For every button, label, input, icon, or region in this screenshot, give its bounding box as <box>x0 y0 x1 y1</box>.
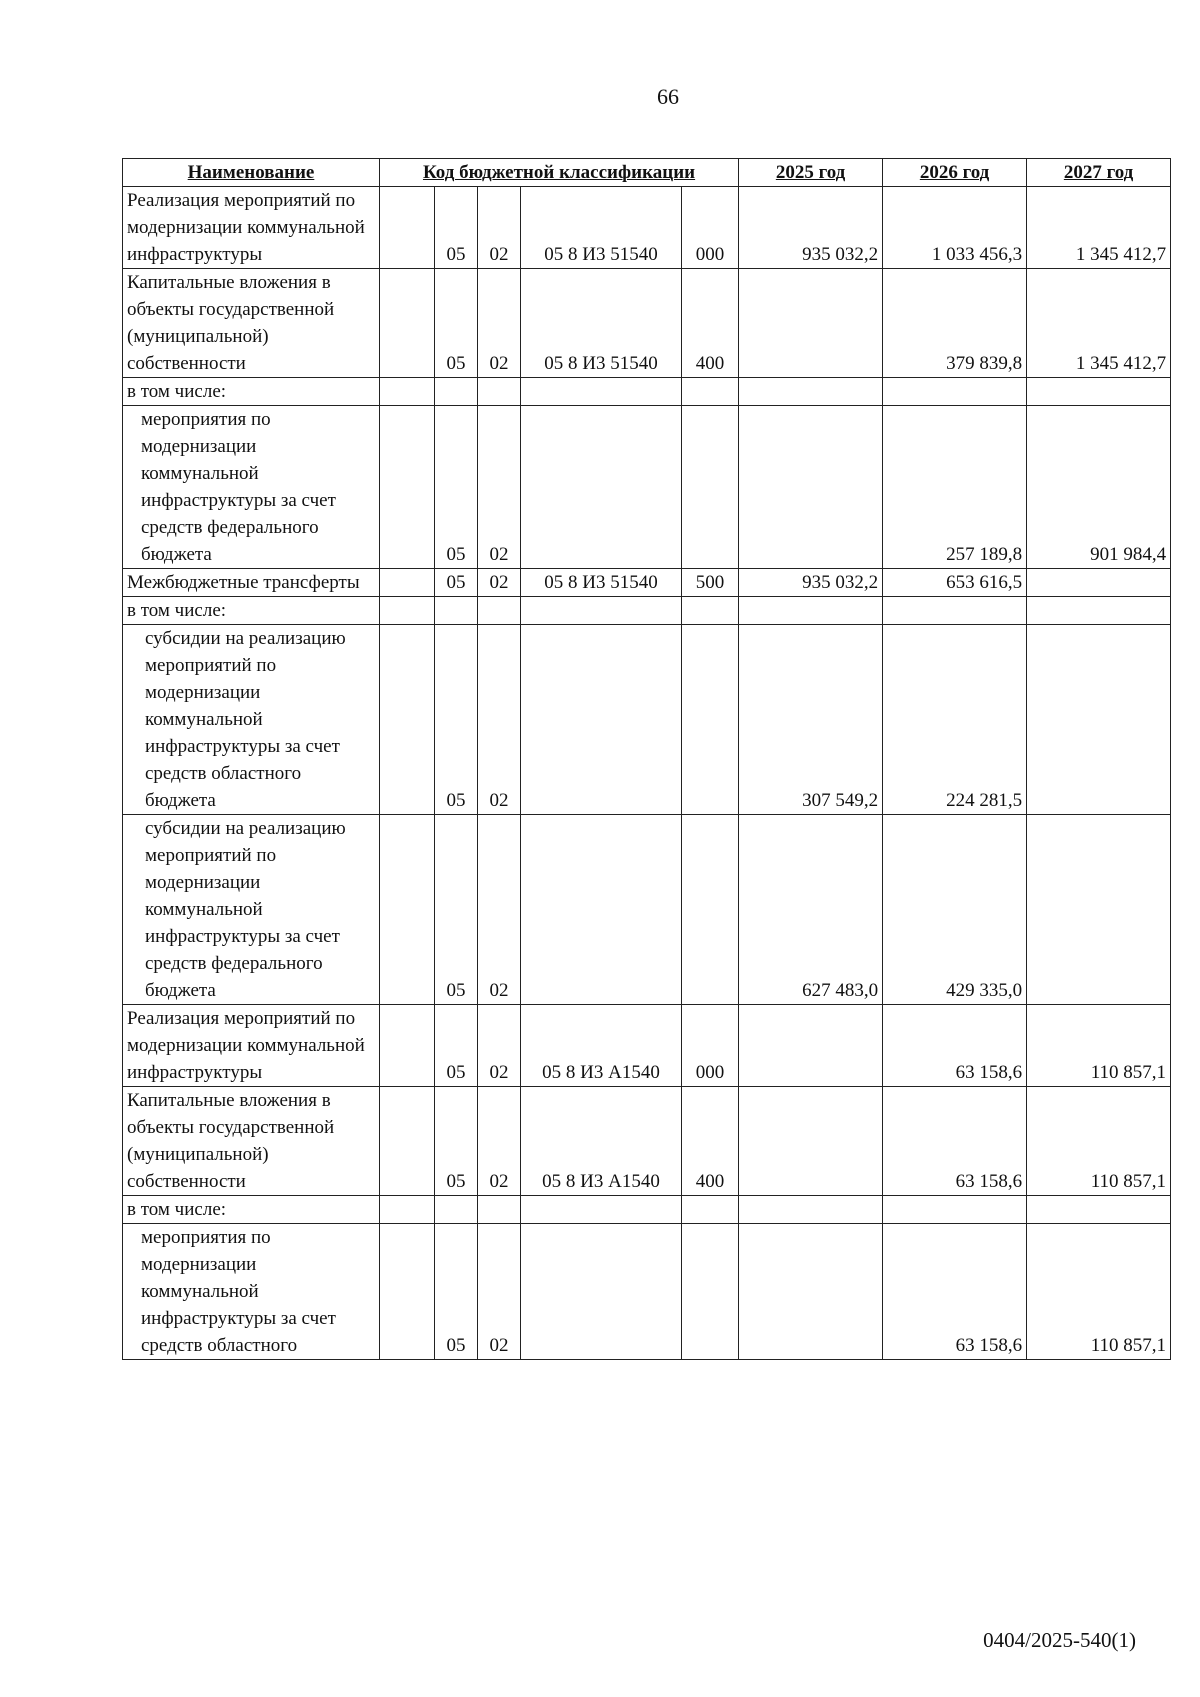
budget-table <box>122 158 1171 1360</box>
row-code-subsection <box>478 597 521 625</box>
header-2027: 2027 год <box>1027 159 1171 187</box>
row-name: субсидии на реализацию мероприятий по модернизации коммунальной инфраструктуры за счет средств федерального бюджета <box>123 815 380 1005</box>
row-code-part <box>380 269 435 378</box>
row-code-expense-type: 400 <box>682 269 739 378</box>
row-value-2027: 901 984,4 <box>1027 406 1171 569</box>
row-code-subsection: 02 <box>478 187 521 269</box>
row-code-section <box>435 1196 478 1224</box>
row-code-target <box>521 815 682 1005</box>
row-name: субсидии на реализацию мероприятий по модернизации коммунальной инфраструктуры за счет средств областного бюджета <box>123 625 380 815</box>
table-row <box>123 625 1171 815</box>
row-code-section: 05 <box>435 187 478 269</box>
row-code-subsection: 02 <box>478 1087 521 1196</box>
row-value-2025 <box>739 1224 883 1360</box>
row-value-2027: 110 857,1 <box>1027 1087 1171 1196</box>
row-value-2025: 935 032,2 <box>739 569 883 597</box>
row-code-subsection: 02 <box>478 1224 521 1360</box>
row-value-2027: 110 857,1 <box>1027 1005 1171 1087</box>
row-value-2026: 429 335,0 <box>883 815 1027 1005</box>
row-code-subsection: 02 <box>478 1005 521 1087</box>
row-value-2026: 379 839,8 <box>883 269 1027 378</box>
row-code-part <box>380 597 435 625</box>
row-name: в том числе: <box>123 378 380 406</box>
row-code-target: 05 8 И3 А1540 <box>521 1005 682 1087</box>
row-code-subsection <box>478 1196 521 1224</box>
row-name: Реализация мероприятий по модернизации коммунальной инфраструктуры <box>123 187 380 269</box>
row-code-section <box>435 378 478 406</box>
row-code-subsection: 02 <box>478 815 521 1005</box>
row-code-part <box>380 625 435 815</box>
row-value-2025: 935 032,2 <box>739 187 883 269</box>
row-value-2027: 110 857,1 <box>1027 1224 1171 1360</box>
row-code-target: 05 8 И3 51540 <box>521 269 682 378</box>
table-row <box>123 1196 1171 1224</box>
row-code-part <box>380 569 435 597</box>
row-code-expense-type <box>682 1224 739 1360</box>
row-code-expense-type <box>682 815 739 1005</box>
header-2026: 2026 год <box>883 159 1027 187</box>
row-value-2027: 1 345 412,7 <box>1027 269 1171 378</box>
row-value-2026 <box>883 597 1027 625</box>
row-code-expense-type <box>682 378 739 406</box>
header-2025: 2025 год <box>739 159 883 187</box>
table-header-row <box>123 159 1171 187</box>
row-code-subsection: 02 <box>478 406 521 569</box>
row-code-part <box>380 406 435 569</box>
row-name: Капитальные вложения в объекты государственной (муниципальной) собственности <box>123 269 380 378</box>
row-code-part <box>380 1087 435 1196</box>
table-row <box>123 597 1171 625</box>
row-name: мероприятия по модернизации коммунальной инфраструктуры за счет средств областного <box>123 1224 380 1360</box>
row-value-2027 <box>1027 569 1171 597</box>
row-value-2025 <box>739 269 883 378</box>
row-code-target <box>521 625 682 815</box>
row-value-2027 <box>1027 815 1171 1005</box>
row-value-2025 <box>739 597 883 625</box>
table-body <box>123 187 1171 1360</box>
row-value-2027 <box>1027 597 1171 625</box>
row-code-target <box>521 378 682 406</box>
row-value-2026 <box>883 378 1027 406</box>
row-code-target <box>521 1224 682 1360</box>
row-code-section <box>435 597 478 625</box>
table-row <box>123 269 1171 378</box>
table-row <box>123 815 1171 1005</box>
row-name: Межбюджетные трансферты <box>123 569 380 597</box>
row-value-2025: 307 549,2 <box>739 625 883 815</box>
row-code-expense-type: 000 <box>682 1005 739 1087</box>
row-code-expense-type <box>682 625 739 815</box>
header-name: Наименование <box>123 159 380 187</box>
row-value-2026: 224 281,5 <box>883 625 1027 815</box>
row-code-section: 05 <box>435 1087 478 1196</box>
page-number: 66 <box>657 84 679 109</box>
row-value-2025 <box>739 1005 883 1087</box>
row-code-subsection <box>478 378 521 406</box>
row-value-2026: 63 158,6 <box>883 1005 1027 1087</box>
row-code-section: 05 <box>435 1224 478 1360</box>
row-code-expense-type <box>682 597 739 625</box>
row-value-2025: 627 483,0 <box>739 815 883 1005</box>
row-code-expense-type <box>682 406 739 569</box>
row-code-part <box>380 187 435 269</box>
row-code-section: 05 <box>435 406 478 569</box>
document-code: 0404/2025-540(1) <box>983 1628 1136 1652</box>
row-code-expense-type: 000 <box>682 187 739 269</box>
row-value-2026: 63 158,6 <box>883 1087 1027 1196</box>
row-code-target <box>521 1196 682 1224</box>
row-name: Капитальные вложения в объекты государственной (муниципальной) собственности <box>123 1087 380 1196</box>
table-row <box>123 187 1171 269</box>
row-value-2026: 653 616,5 <box>883 569 1027 597</box>
row-value-2025 <box>739 1087 883 1196</box>
table-row <box>123 1087 1171 1196</box>
row-code-part <box>380 378 435 406</box>
row-name: в том числе: <box>123 597 380 625</box>
row-code-target <box>521 406 682 569</box>
row-code-target: 05 8 И3 А1540 <box>521 1087 682 1196</box>
row-code-section: 05 <box>435 625 478 815</box>
row-value-2027 <box>1027 625 1171 815</box>
row-code-subsection: 02 <box>478 269 521 378</box>
row-name: мероприятия по модернизации коммунальной инфраструктуры за счет средств федерального бюджета <box>123 406 380 569</box>
row-value-2025 <box>739 406 883 569</box>
table-row <box>123 1224 1171 1360</box>
table-row <box>123 378 1171 406</box>
row-code-section: 05 <box>435 569 478 597</box>
row-code-subsection: 02 <box>478 569 521 597</box>
row-code-target: 05 8 И3 51540 <box>521 187 682 269</box>
table-row <box>123 569 1171 597</box>
row-code-expense-type: 400 <box>682 1087 739 1196</box>
row-code-part <box>380 1224 435 1360</box>
table-row <box>123 1005 1171 1087</box>
row-value-2027 <box>1027 1196 1171 1224</box>
table-row <box>123 406 1171 569</box>
row-code-section: 05 <box>435 815 478 1005</box>
row-code-part <box>380 815 435 1005</box>
row-name: в том числе: <box>123 1196 380 1224</box>
row-code-part <box>380 1196 435 1224</box>
row-value-2027 <box>1027 378 1171 406</box>
row-value-2026: 257 189,8 <box>883 406 1027 569</box>
row-value-2027: 1 345 412,7 <box>1027 187 1171 269</box>
row-value-2025 <box>739 1196 883 1224</box>
row-code-expense-type: 500 <box>682 569 739 597</box>
header-code: Код бюджетной классификации <box>380 159 739 187</box>
row-code-target: 05 8 И3 51540 <box>521 569 682 597</box>
row-name: Реализация мероприятий по модернизации коммунальной инфраструктуры <box>123 1005 380 1087</box>
row-code-target <box>521 597 682 625</box>
row-code-section: 05 <box>435 1005 478 1087</box>
row-value-2025 <box>739 378 883 406</box>
row-code-expense-type <box>682 1196 739 1224</box>
row-code-section: 05 <box>435 269 478 378</box>
row-value-2026: 63 158,6 <box>883 1224 1027 1360</box>
row-code-part <box>380 1005 435 1087</box>
row-value-2026 <box>883 1196 1027 1224</box>
row-code-subsection: 02 <box>478 625 521 815</box>
row-value-2026: 1 033 456,3 <box>883 187 1027 269</box>
